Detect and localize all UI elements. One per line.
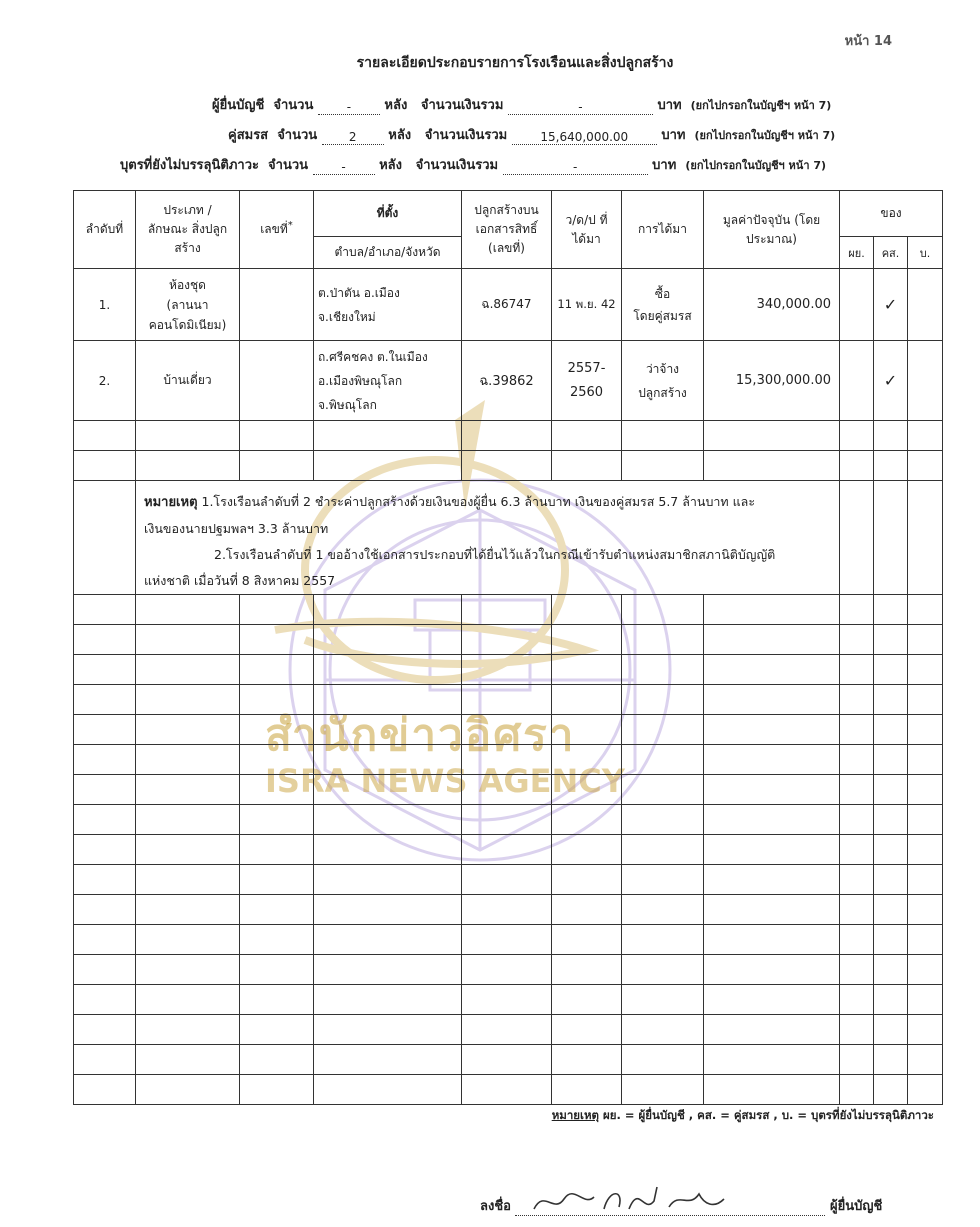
row-number	[240, 269, 314, 341]
row-acquire	[622, 269, 704, 341]
handwritten-signature	[529, 1179, 729, 1219]
unit-label: หลัง	[388, 128, 412, 143]
header-number	[240, 191, 314, 269]
row-type-line: (ลานนา	[166, 297, 209, 312]
currency-label: บาท	[652, 158, 677, 173]
row-location-line: ถ.ศรีคชคง ต.ในเมือง	[318, 349, 428, 364]
summary-label: ผู้ยื่นบัญชี	[212, 98, 265, 113]
row-date	[552, 269, 622, 341]
amount-label: จำนวนเงินรวม	[420, 98, 504, 113]
header-owner: ของ	[840, 191, 943, 237]
table-row	[74, 835, 943, 865]
count-label: จำนวน	[268, 158, 309, 173]
row-no: 2.	[74, 341, 136, 421]
signature-suffix: ผู้ยื่นบัญชี	[830, 1199, 883, 1214]
header-number-mark: *	[287, 220, 293, 231]
row-type	[136, 269, 240, 341]
summary-child	[120, 154, 826, 175]
footnote	[552, 1107, 934, 1125]
page-title: รายละเอียดประกอบรายการโรงเรือนและสิ่งปลูกสร้าง	[356, 55, 674, 71]
amount-field: -	[508, 100, 653, 115]
footnote-text: ผย. = ผู้ยื่นบัญชี , คส. = คู่สมรส , บ. = บุตรที่ยังไม่บรรลุนิติภาวะ	[599, 1108, 934, 1122]
amount-label: จำนวนเงินรวม	[415, 158, 499, 173]
remark-line: 2.โรงเรือนลำดับที่ 1 ขออ้างใช้เอกสารประกอบที่ได้ยื่นไว้แล้วในกรณีเข้ารับตำแหน่งสมาชิกสภานิติบัญญัติ	[214, 547, 776, 562]
row-date-line: 2560	[569, 384, 604, 400]
header-value: มูลค่าปัจจุบัน (โดยประมาณ)	[704, 191, 840, 269]
row-owner-child	[908, 269, 943, 341]
header-location-sub: ตำบล/อำเภอ/จังหวัด	[314, 237, 462, 269]
row-deed: ฉ.39862	[462, 341, 552, 421]
header-number-text: เลขที่	[260, 222, 288, 236]
summary-label: บุตรที่ยังไม่บรรลุนิติภาวะ	[120, 158, 259, 173]
row-owner-declarant	[840, 341, 874, 421]
row-type-line: ห้องชุด	[169, 277, 206, 292]
header-no: ลำดับที่	[74, 191, 136, 269]
row-owner-child	[908, 341, 943, 421]
header-acquire: การได้มา	[622, 191, 704, 269]
remark-text	[136, 481, 840, 595]
summary-spouse	[228, 124, 835, 145]
row-number	[240, 341, 314, 421]
summary-declarant	[212, 94, 831, 115]
row-owner-declarant	[840, 269, 874, 341]
remark-line: เงินของนายปฐมพลฯ 3.3 ล้านบาท	[144, 521, 329, 536]
row-location	[314, 269, 462, 341]
row-date	[552, 341, 622, 421]
signature-field	[515, 1197, 825, 1216]
table-row	[74, 955, 943, 985]
row-value: 15,300,000.00	[704, 341, 840, 421]
unit-label: หลัง	[379, 158, 402, 173]
table-row	[74, 341, 943, 421]
count-field: -	[318, 100, 380, 115]
summary-label: คู่สมรส	[228, 128, 269, 143]
summary-note: (ยกไปกรอกในบัญชีฯ หน้า 7)	[694, 129, 836, 142]
header-owner-spouse: คส.	[874, 237, 908, 269]
summary-note: (ยกไปกรอกในบัญชีฯ หน้า 7)	[690, 99, 832, 112]
remark-line: แห่งชาติ เมื่อวันที่ 8 สิงหาคม 2557	[144, 573, 336, 588]
page-number: หน้า 14	[844, 34, 892, 49]
buildings-table	[73, 190, 943, 1105]
row-type-line: คอนโดมิเนียม)	[148, 317, 227, 332]
header-type: ประเภท / ลักษณะ สิ่งปลูกสร้าง	[136, 191, 240, 269]
row-owner-spouse-check: ✓	[874, 269, 908, 341]
watermark-text-th: สำนักข่าวอิศรา	[265, 710, 576, 761]
row-date-line: 2557-	[567, 360, 606, 376]
row-owner-spouse-check: ✓	[874, 341, 908, 421]
table-row	[74, 805, 943, 835]
remark-label: หมายเหตุ	[144, 495, 198, 510]
signature-prefix: ลงชื่อ	[480, 1199, 511, 1214]
header-owner-child: บ.	[908, 237, 943, 269]
row-no: 1.	[74, 269, 136, 341]
row-date-line: 11 พ.ย. 42	[557, 296, 616, 311]
signature-line	[480, 1195, 882, 1216]
watermark-text-en: ISRA NEWS AGENCY	[265, 762, 625, 800]
table-row	[74, 895, 943, 925]
table-row	[74, 1015, 943, 1045]
row-acquire-line: ซื้อ	[654, 286, 671, 301]
row-deed: ฉ.86747	[462, 269, 552, 341]
currency-label: บาท	[657, 98, 682, 113]
table-row	[74, 925, 943, 955]
header-deed: ปลูกสร้างบน เอกสารสิทธิ์ (เลขที่)	[462, 191, 552, 269]
table-row	[74, 1045, 943, 1075]
row-location-line: อ.เมืองพิษณุโลก	[318, 373, 403, 388]
row-acquire-line: ว่าจ้าง	[645, 361, 680, 376]
row-acquire	[622, 341, 704, 421]
summary-note: (ยกไปกรอกในบัญชีฯ หน้า 7)	[685, 159, 827, 172]
table-row	[74, 1075, 943, 1105]
table-row	[74, 269, 943, 341]
header-date: ว/ด/ป ที่ได้มา	[552, 191, 622, 269]
count-label: จำนวน	[277, 128, 318, 143]
row-value: 340,000.00	[704, 269, 840, 341]
table-row	[74, 865, 943, 895]
currency-label: บาท	[661, 128, 686, 143]
amount-field: 15,640,000.00	[512, 130, 657, 145]
table-row	[74, 451, 943, 481]
count-field: 2	[322, 130, 384, 145]
count-field: -	[313, 160, 375, 175]
table-row	[74, 985, 943, 1015]
amount-field: -	[503, 160, 648, 175]
table-row	[74, 625, 943, 655]
table-row	[74, 715, 943, 745]
row-acquire-line: ปลูกสร้าง	[638, 385, 687, 400]
row-location-line: จ.เชียงใหม่	[318, 309, 376, 324]
row-type-line: บ้านเดี่ยว	[163, 373, 212, 387]
amount-label: จำนวนเงินรวม	[424, 128, 508, 143]
row-type	[136, 341, 240, 421]
count-label: จำนวน	[273, 98, 314, 113]
table-row	[74, 421, 943, 451]
row-location-line: ต.ป่าตัน อ.เมือง	[318, 285, 400, 300]
table-row	[74, 685, 943, 715]
remark-line: 1.โรงเรือนลำดับที่ 2 ชำระค่าปลูกสร้างด้วยเงินของผู้ยื่น 6.3 ล้านบาท เงินของคู่สมรส 5.7 ล้านบาท และ	[201, 494, 756, 509]
table-row	[74, 775, 943, 805]
footnote-label: หมายเหตุ	[551, 1108, 600, 1122]
row-location	[314, 341, 462, 421]
table-row	[74, 745, 943, 775]
row-location-line: จ.พิษณุโลก	[318, 397, 377, 412]
header-location: ที่ตั้ง	[314, 191, 462, 237]
unit-label: หลัง	[384, 98, 408, 113]
row-acquire-line: โดยคู่สมรส	[633, 308, 692, 323]
table-row	[74, 595, 943, 625]
header-owner-declarant: ผย.	[840, 237, 874, 269]
table-row	[74, 655, 943, 685]
remark-row	[74, 481, 943, 595]
